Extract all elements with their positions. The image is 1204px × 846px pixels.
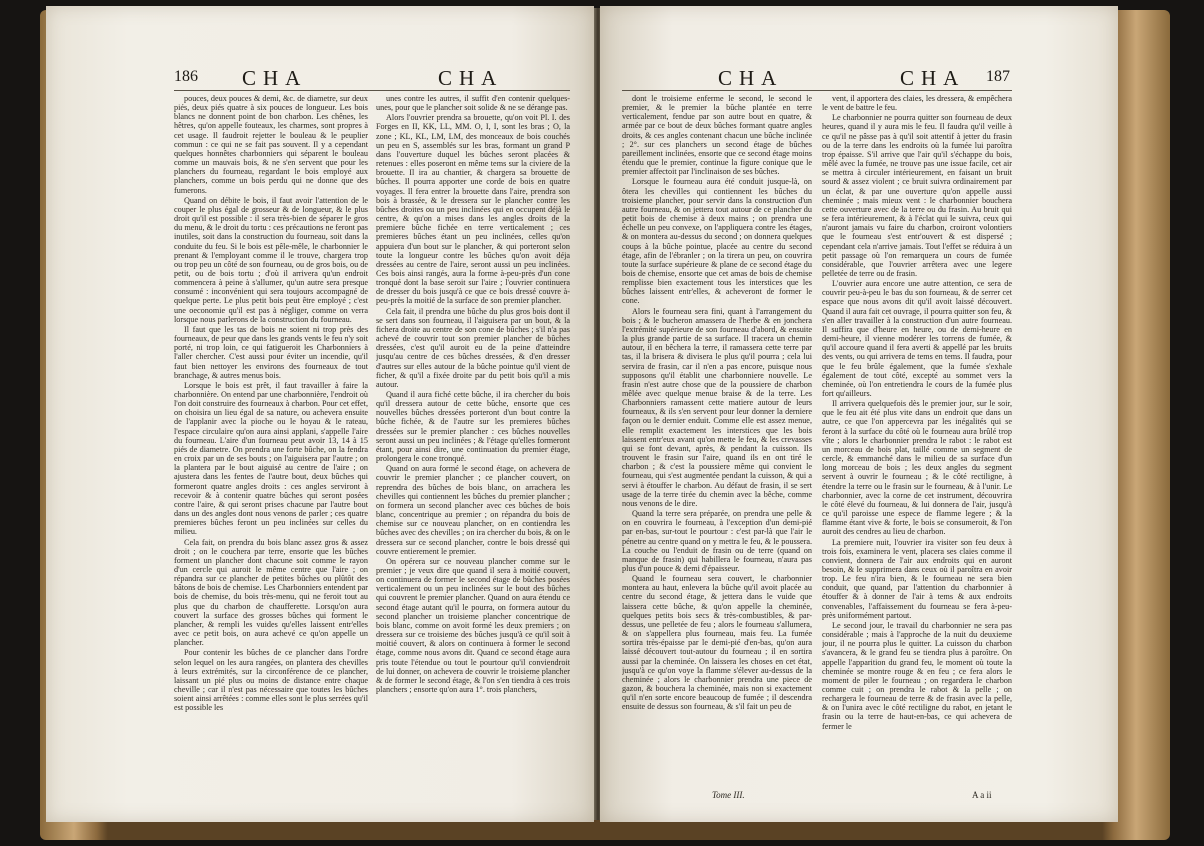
paragraph: Alors l'ouvrier prendra sa brouette, qu'on voit Pl. I. des Forges en II, KK, LL, MM. O, I, I, sont les bras ; O, la zone ; KL, KL, LM, LM, des monceaux de bois couchés un peu en S, assemblés sur les bras, formant un grand P dans l'ouverture duquel les bûches seront placées & retenues : elles poseront en même tems sur la civiere de la brouette. Il ira au chantier, & chargera sa brouette de bûches. Il pourra apporter une corde de bois en quatre voyages. Il fera entrer la brouette dans l'aire, prendra son bois à brassée, & le dressera sur le plancher contre les bûches droites ou un peu inclinées qui en occupent déjà le centre, & qu'on a mises dans les angles droits de la premiere bûche fichée en terre verticalement ; ces premieres bûches étant un peu inclinées, celles qu'on appuiera d'un bout sur le plancher, & qui porteront selon toute la longueur contre les bûches qu'on avoit déja dressées au centre de l'aire, seront aussi un peu inclinées. Ces bois ainsi rangés, aura la forme à-peu-près d'un cone tronqué dont la base seroit sur l'aire ; l'ouvrier continuera de dresser du bois jusqu'à ce que ce bois dressé couvre à-peu-près la moitié de la surface de son premier plancher.: [376, 113, 570, 306]
page-number: 186: [174, 68, 198, 85]
paragraph: vent, il apportera des claies, les dressera, & empêchera le vent de battre le feu.: [822, 94, 1012, 113]
paragraph: pouces, deux pouces & demi, &c. de diametre, sur deux piés, deux piés quatre à six pouces de longueur. Les bois blancs ne donnent point de bon charbon. Les chênes, les hêtres, qu'on appelle fouteaux, les charmes, sont propres à cet usage. Il faudroit rejetter le bouleau & le peuplier commun : ce qui ne se fait pas souvent. Il y a cependant quelques honnêtes charbonniers qui séparent le bouleau comme un mauvais bois, & ne s'en servent que pour les planchers du fourneau, regardant le bois employé aux planchers, comme un bois perdu qui ne donne que des fumerons.: [174, 94, 368, 195]
paragraph: Pour contenir les bûches de ce plancher dans l'ordre selon lequel on les aura rangées, on plantera des chevilles à leurs extrémités, sur la circonférence de ce plancher, laissant un pié plus ou moins de distance entre chaque cheville ; car il n'est pas nécessaire que toutes les bûches soient ainsi arrêtées : comme elles sont le plus serrées qu'il est possible les: [174, 648, 368, 713]
paragraph: unes contre les autres, il suffit d'en contenir quelques-unes, pour que le plancher soit solide & ne se dérange pas.: [376, 94, 570, 113]
text-column-1: [174, 94, 368, 800]
paragraph: La premiere nuit, l'ouvrier ira visiter son feu deux à trois fois, examinera le vent, placera ses claies comme il convient, donnera de l'air aux endroits qui en auront besoin, & le supprimera dans ceux où il paroîtra en avoir trop. Le feu n'ira bien, & le fourneau ne sera bien conduit, que quand, par l'attention du charbonnier à étouffer & à donner de l'air à tems & aux endroits convenables, l'affaissement du fourneau se fera à-peu-près uniformément partout.: [822, 537, 1012, 620]
paragraph: Quand on aura formé le second étage, on achevera de couvrir le premier plancher ; ce plancher couvert, on reprendra des bûches de bois blanc, on arrachera les chevilles qui contiennent les bûches du premier plancher ; on formera un second plancher avec ces bûches de bois blanc, concentrique au premier ; on répandra du bois de chemise sur ce nouveau plancher, on en contiendra les bûches avec des chevilles ; on ira chercher du bois, & on le dressera sur ce second plancher, contre le bois dressé qui couvre entierement le premier.: [376, 464, 570, 556]
paragraph: Cela fait, il prendra une bûche du plus gros bois dont il se sert dans son fourneau, il l'aiguisera par un bout, & la fichera droite au centre de son cone de bûches ; s'il n'a pas achevé de couvrir tout son premier plancher de bûches dressées, c'est qu'il auroit eu de la peine d'atteindre jusqu'au centre de ces bûches dressées, & d'en dresser d'autres sur elles autour de la bûche pointue qu'il vient de ficher, & qu'il a fixée droite par du petit bois qu'il a mis autour.: [376, 306, 570, 389]
running-head-right: CHA: [438, 66, 504, 90]
paragraph: Le charbonnier ne pourra quitter son fourneau de deux heures, quand il y aura mis le feu. Il faudra qu'il veille à ce qu'il ne pâsse pas à qu'il soit attentif à jetter du frasin ou de la terre dans les endroits où la fumée lui paroîtra trop épaisse. S'il arrive que l'air qu'il s'échappe du bois, mêlé avec la fumée, ne trouve pas une issue facile, cet air se mettra à circuler intérieurement, en faisant un bruit sourd & assez violent ; ce bruit suivra ordinairement par un éclat, & par une ouverture qu'on appelle aussi cheminée ; mais mieux vent : le charbonnier bouchera cette ouverture avec de la terre ou du frasin. Au bruit qui se fera intérieurement, & à l'éclat qui le suivra, ceux qui n'auront jamais vu faire du charbon, croiront volontiers que le fourneau s'est entr'ouvert & est dispersé ; cependant cela n'arrive jamais. Tout l'effet se réduira à un petit passage où l'on remarquera un cours de fumée considérable, que l'ouvrier arrêtera avec une legere pelletée de terre ou de frasin.: [822, 113, 1012, 278]
text-column-2: [822, 94, 1012, 806]
paragraph: L'ouvrier aura encore une autre attention, ce sera de couvrir peu-à-peu le bas du son fourneau, & de serrer cet espace que nous avons dit qu'il avoit laissé découvert. Quand il aura fait cet ouvrage, il pourra quitter son feu, & s'en aller travailler à la construction d'un autre fourneau. Il suffira que d'heure en heure, ou de demi-heure en demi-heure, il vienne modérer les torrens de fumée, & qu'il accoure quand il fera averti & appellé par les bruits des vents, ou qui arrivera de tems en tems. Il faudra, pour que le feu brûle également, que la fumée s'exhale également de tout côté, excepté au sommet vers la cheminée, où l'on entretiendra le cours de la fumée plus fort qu'ailleurs.: [822, 279, 1012, 398]
paragraph: Le second jour, le travail du charbonnier ne sera pas considérable ; mais à l'approche de la nuit du deuxieme jour, il ne pourra plus le quitter. La cuisson du charbon s'avancera, & le grand feu se tiendra plus à paroître. On appelle l'apparition du grand feu, le moment où toute la cheminée se montre rouge & en feu ; ce fera alors le moment de piler le fourneau ; on regardera le charbon comme cuit ; on prendra le rabot & la pelle ; on rechargera le fourneau de terre & de frasin avec la pelle, & on l'unira avec le côté rectiligne du rabot, en jetant le frasin ou la terre de haut-en-bas, ce qui achevera de fermer le: [822, 620, 1012, 731]
right-page: [600, 6, 1118, 822]
text-column-1: [622, 94, 812, 786]
paragraph: Quand il aura fiché cette bûche, il ira chercher du bois qu'il dressera autour de cette bûche, ensorte que ces nouvelles bûches dressées porteront d'un bout contre la bûche fichée, & de l'autre sur les premieres bûches dressées sur le premier plancher : ces bûches nouvelles seront aussi un peu inclinées ; & l'étage qu'elles formeront étant, pour ainsi dire, une continuation du premier étage, prolongera le cone tronqué.: [376, 390, 570, 464]
paragraph: On opérera sur ce nouveau plancher comme sur le premier ; je veux dire que quand il sera à moitié couvert, on continuera de former le second étage de bûches posées verticalement ou un peu inclinées sur le bout des bûches qui couvrent le premier plancher. Quand on aura étendu ce second étage autant qu'il le pourra, on formera autour du second plancher un troisieme plancher concentrique de bois blanc, comme on avoit formé les deux premiers ; on dressera sur ce troisieme des bûches jusqu'à ce qu'il soit à moitié couvert, & alors on continuera à former le second étage, comme nous avons dit. Quand ce second étage aura pris toute l'étendue ou tout le pourtour qu'il conviendroit de lui donner, on achevera de couvrir le troisieme plancher & de former le second étage, & l'on s'en tiendra à ces trois planchers ; ensorte qu'on aura 1°. trois planchers,: [376, 556, 570, 694]
header-rule: [622, 90, 1012, 91]
left-page: [46, 6, 594, 822]
signature-mark: Tome III.: [712, 790, 745, 800]
paragraph: Lorsque le fourneau aura été conduit jusque-là, on ôtera les chevilles qui contiennent les bûches du troisieme plancher, pour servir dans la construction d'un autre fourneau, & on jettera tout autour de ce plancher du petit bois de chemise à deux mains ; on prendra une échelle un peu convexe, on l'appliquera contre les étages, & on montera au-dessus du second ; on donnera quelques coups à la bûche pointue, placée au centre du second étage, afin de l'ébranler ; on la tirera un peu, on couvrira toute la surface supérieure & plane de ce second étage du bois de chemise, ensorte que cet amas de bois de chemise remplisse bien exactement tous les interstices que les bûches laissent entr'elles, & acheveront de former le cone.: [622, 177, 812, 306]
paragraph: Il arrivera quelquefois dès le premier jour, sur le soir, que le feu ait été plus vite dans un endroit que dans un autre, ce que l'on appercevra par les inégalités qui se feront à la surface du côté où le fourneau aura brûlé trop vîte ; alors le charbonnier prendra le rabot : le rabot est un morceau de bois plat, taillé comme un segment de cercle, & emmanché dans le milieu de sa surface d'un long morceau de bois ; les deux angles du segment servent à ouvrir le fourneau ; & le côté rectiligne, à étendre la terre ou le frasin sur le fourneau, & à l'unir. Le charbonnier, avec la corne de cet instrument, découvrira le côté élevé du fourneau, & lui donnera de l'air, jusqu'à ce qu'il paroisse une espece de flamme legere ; & la flamme étant vive & forte, le bois se consumeroit, & l'on auroit des cendres au lieu de charbon.: [822, 399, 1012, 537]
paragraph: Quand la terre sera préparée, on prendra une pelle & on en couvrira le fourneau, à l'exception d'un demi-pié par en-bas, sur-tout le pourtour : c'est par-là que l'air le pénetre au centre quand on y mettra le feu, & le poussera. La couche ou l'enduit de frasin ou de terre (quand on manque de frasin) qui habillera le fourneau, n'aura pas plus d'un pouce & demi d'épaisseur.: [622, 509, 812, 573]
running-head-left: CHA: [718, 66, 784, 90]
paragraph: dont le troisieme enferme le second, le second le premier, & le premier la bûche plantée en terre verticalement, fendue par son autre bout en quatre, & armée par ce bout de deux bûches formant quatre angles droits, & ces angles contenant chacun une bûche inclinée ; 2°. sur ces planchers un second étage de bûches pareillement inclinées, ensorte que ce second étage moins étendu que le premier, continue la figure conique que le premier affectoit par l'inclinaison de ses bûches.: [622, 94, 812, 177]
paragraph: Il faut que les tas de bois ne soient ni trop près des fourneaux, de peur que dans les grands vents le feu n'y soit porté, ni trop loin, ce qui fatigueroit les Charbonniers à l'aller chercher. C'est aussi pour éviter un incendie, qu'il faut bien nettoyer les environs des fourneaux de tout branchage, & autres menus bois.: [174, 324, 368, 380]
text-column-2: [376, 94, 570, 800]
paragraph: Lorsque le bois est prêt, il faut travailler à faire la charbonnière. On entend par une charbonnière, l'endroit où l'on doit construire des fourneaux à charbon. Pour cet effet, on choisira un lieu égal de sa nature, ou achevera ensuite de l'applanir avec la pioche ou le hoyau & le rateau, l'espace circulaire qu'on aura ainsi applani, s'appelle l'aire du fourneau. L'aire d'un fourneau peut avoir 13, 14 à 15 piés de diametre. On prendra une forte bûche, on la fendra en croix par un de ses bouts ; on l'aiguisera par l'autre ; on la plantera par le bout aiguisé au centre de l'aire ; on ajustera dans les fentes de l'autre bout, deux bûches qui formeront quatre angles droits : ces angles serviront à recevoir & à contenir quatre bûches qui seront posées contre l'aire, & qui seront prises chacune par l'autre bout dans un des angles dont nous venons de parler ; ces quatre premieres bûches feront un peu inclinées sur celles du milieu.: [174, 380, 368, 537]
header-rule: [174, 90, 570, 91]
paragraph: Cela fait, on prendra du bois blanc assez gros & assez droit ; on le couchera par terre, ensorte que les bûches forment un plancher dont chacune soit comme le rayon d'un cercle qui auroit le même centre que l'aire ; on répandra sur ce plancher de petites bûches ou plûtôt des bâtons de bois de chemise. Les Charbonniers entendent par bois de chemise, du bois très-menu, qui ne feroit tout au plus que du charbon de chaufferette. Lorsqu'on aura couvert la surface des grosses bûches qui forment le plancher, & rempli les vuides qu'elles laissent entr'elles avec ce petit bois, on aura achevé ce qu'on appelle un plancher.: [174, 537, 368, 648]
page-number: 187: [986, 68, 1010, 85]
paragraph: Alors le fourneau sera fini, quant à l'arrangement du bois ; & le bucheron amassera de l'herbe & en jonchera l'extrémité supérieure de son fourneau d'abord, & ensuite la plus grande partie de sa surface. Il tracera un chemin autour, il en bêchera la terre, il ramassera cette terre par tas, il la brisera & divisera le plus qu'il pourra ; cela lui servira de frasin, car il n'en a pas encore, puisque nous supposons qu'il établit une charbonniere nouvelle. Le frasin n'est autre chose que de la poussiere de charbon mêlée avec quelque menue braise & de la terre. Les Charbonniers ramassent cette matiere autour de leurs fourneaux, & ils s'en servent pour leur donner la derniere façon ou le dernier enduit. Comme elle est assez menue, elle remplit exactement les interstices que les bois laissent entr'eux avant qu'on mette le feu, & les crevasses qui se font devant, après, & pendant la cuisson. Ils trouvent le frasin sur l'aire, quand ils en ont tiré le charbon ; & c'est la poussiere même qui convient le fourneau, qui s'est augmentée pendant la cuisson, & qui a servi à étouffer le charbon. Au défaut de frasin, il se sert usage de la terre tirée du chemin avec la bêche, comme nous venons de le dire.: [622, 306, 812, 508]
paragraph: Quand le fourneau sera couvert, le charbonnier montera au haut, enlevera la bûche qu'il avoit placée au centre du second étage, & jettera dans le vuide que laissera cette bûche, & qu'on appelle la cheminée, quelques petits bois secs & très-combustibles, & par-dessus, une pelletée de feu ; alors le fourneau s'allumera, & on s'appellera plus fourneau, mais feu. La fumée sortira très-épaisse par le demi-pié d'en-bas, qu'on aura laissé découvert tout-autour du fourneau ; il en sortira aussi par la cheminée. On laissera les choses en cet état, jusqu'à ce qu'on voye la flamme s'élever au-dessus de la cheminée ; alors le charbonnier prendra une piece de gazon, & bouchera la cheminée, mais non si exactement qu'il n'en sorte encore beaucoup de fumée ; il descendra ensuite de dessus son fourneau, & s'il fait un peu de: [622, 574, 812, 712]
running-head-left: CHA: [242, 66, 308, 90]
running-head-right: CHA: [900, 66, 966, 90]
paragraph: Quand on débite le bois, il faut avoir l'attention de le couper le plus égal de grosseur & de longueur, & le plus droit qu'il est possible : il sera très-bien de séparer le gros du menu, & le droit du tortu : ces précautions ne feront pas inutiles, soit dans la construction du fourneau, soit dans la conduite du feu. Si le bois est pêle-mêle, le charbonnier le prenant & l'employant comme il le trouve, chargera trop ou trop peu un côté de son fourneau, ou de gros bois, ou de petit, ou de bois tortu ; d'où il arrivera qu'un endroit commencera à peine à s'allumer, qu'un autre sera presque consumé : inconvénient qui sera toujours accompagné de quelque perte. Le plus petit bois peut être employé ; c'est une oeconomie qu'il est pas à négliger, comme on verra lorsque nous parlerons de la construction du fourneau.: [174, 195, 368, 324]
gathering-mark: A a ii: [972, 790, 992, 800]
